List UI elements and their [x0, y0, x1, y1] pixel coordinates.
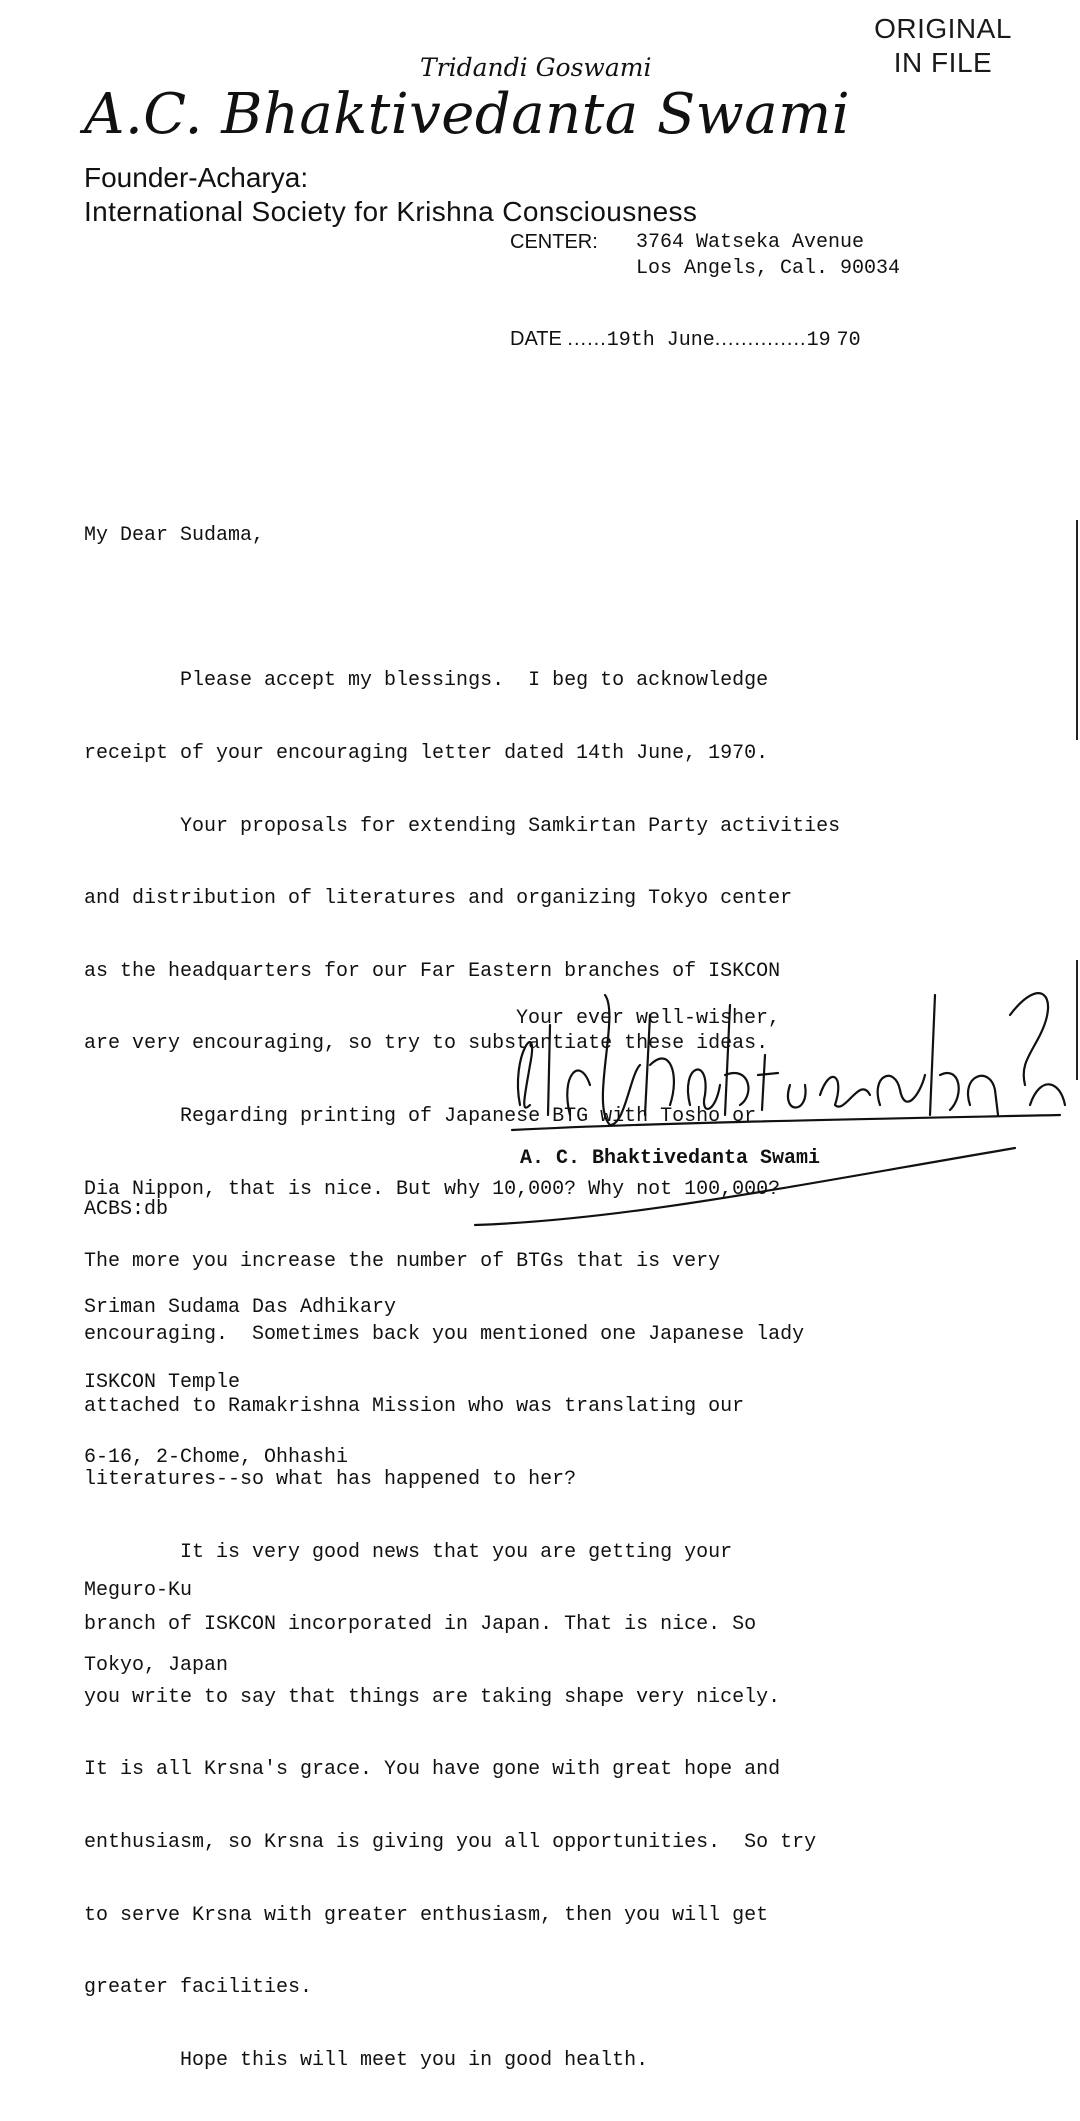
body-line: and distribution of literatures and organizing Tokyo center [84, 887, 793, 911]
body-line: enthusiasm, so Krsna is giving you all opportunities. So try [84, 1830, 817, 1854]
body-line: literatures--so what has happened to her? [84, 1467, 577, 1491]
recipient-address [84, 1245, 396, 1728]
date-line [510, 328, 861, 352]
recipient-line: Sriman Sudama Das Adhikary [84, 1296, 397, 1319]
body-line: Your proposals for extending Samkirtan Party activities [84, 814, 841, 838]
page-edge-mark [1076, 520, 1078, 740]
body-line: attached to Ramakrishna Mission who was translating our [84, 1395, 745, 1419]
date-year-prefix: 19 [806, 329, 831, 352]
page-edge-mark [1076, 960, 1078, 1080]
body-line: The more you increase the number of BTGs that is very [84, 1250, 721, 1274]
recipient-line: ISKCON Temple [84, 1371, 241, 1394]
body-line: you write to say that things are taking shape very nicely. [84, 1685, 781, 1709]
date-label: DATE [510, 328, 562, 350]
body-line: Regarding printing of Japanese BTG with Tosho or [84, 1104, 757, 1128]
body-line: Hope this will meet you in good health. [84, 2048, 649, 2072]
stamp-line-1: ORIGINAL [874, 13, 1012, 44]
recipient-line: Meguro-Ku [84, 1579, 193, 1602]
date-leader-dots-2: .............. [714, 328, 807, 350]
center-address-line-1: 3764 Watseka Avenue [636, 231, 865, 254]
address-gap [84, 1520, 396, 1528]
body-line: Please accept my blessings. I beg to acknowledge [84, 669, 769, 693]
signatory-name: A. C. Bhaktivedanta Swami [520, 1147, 821, 1170]
date-value: 19th June [606, 329, 715, 352]
center-address-line-2: Los Angels, Cal. 90034 [636, 257, 901, 280]
body-line: as the headquarters for our Far Eastern branches of ISKCON [84, 959, 781, 983]
body-line: to serve Krsna with greater enthusiasm, then you will get [84, 1903, 769, 1927]
center-address [636, 230, 900, 282]
recipient-line: 6-16, 2-Chome, Ohhashi [84, 1446, 349, 1469]
body-line: are very encouraging, so try to substantiate these ideas. [84, 1032, 769, 1056]
recipient-line: Tokyo, Japan [84, 1654, 229, 1677]
body-line: greater facilities. [84, 1976, 313, 2000]
reference-initials: ACBS:db [84, 1198, 169, 1221]
body-line: branch of ISKCON incorporated in Japan. That is nice. So [84, 1613, 757, 1637]
letterhead-name: A.C. Bhaktivedanta Swami [84, 82, 851, 147]
closing: Your ever well-wisher, [516, 1007, 781, 1030]
body-line: encouraging. Sometimes back you mentioned one Japanese lady [84, 1322, 805, 1346]
original-in-file-stamp [858, 12, 1028, 80]
blank-line [84, 597, 1044, 621]
body-line: It is all Krsna's grace. You have gone with great hope and [84, 1758, 781, 1782]
stamp-line-2: IN FILE [893, 47, 993, 78]
letterhead-society: International Society for Krishna Consciousness [84, 196, 698, 227]
body-line: receipt of your encouraging letter dated 14th June, 1970. [84, 742, 769, 765]
body-line: Dia Nippon, that is nice. But why 10,000? Why not 100,000? [84, 1177, 781, 1201]
center-label: CENTER: [510, 231, 598, 253]
date-leader-dots: ...... [567, 328, 607, 350]
body-line: It is very good news that you are getting your [84, 1540, 733, 1564]
signature-underline [470, 1140, 1030, 1230]
date-year-suffix: 70 [836, 329, 861, 352]
letterhead-role: Founder-Acharya: [84, 162, 309, 193]
salutation: My Dear Sudama, [84, 524, 265, 548]
letterhead-title: Tridandi Goswami [420, 53, 652, 82]
